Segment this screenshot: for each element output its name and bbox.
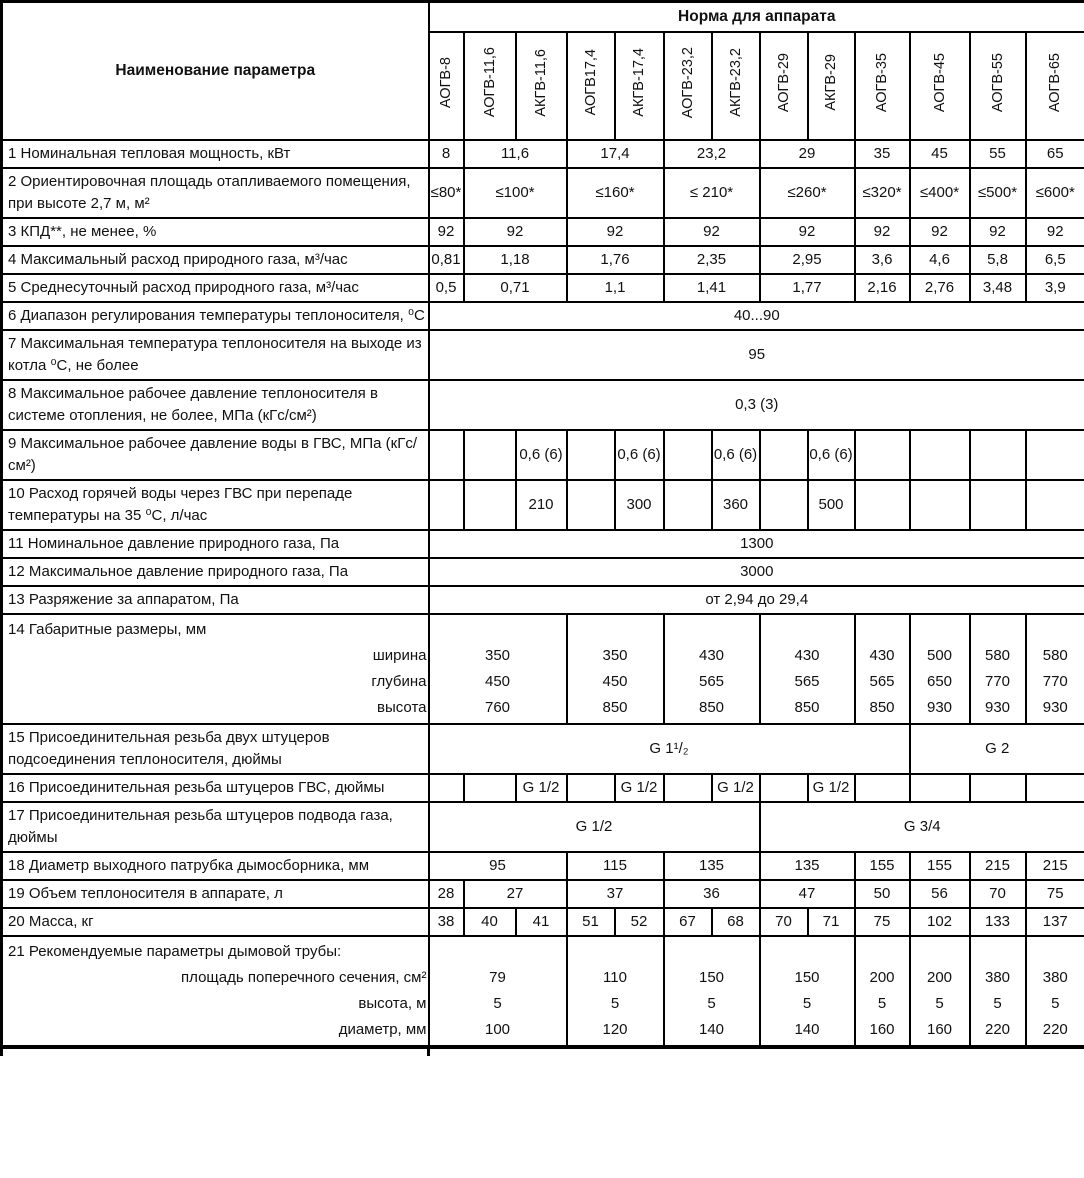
value-cell [567, 774, 615, 802]
value-cell: ≤ 210* [664, 168, 760, 218]
col-header [429, 32, 464, 140]
value-cell: G 1/2 [516, 774, 567, 802]
value-cell [910, 430, 970, 480]
value-cell: 2,76 [910, 274, 970, 302]
col-header [664, 32, 712, 140]
value-cell: 137 [1026, 908, 1084, 936]
value-cell: 2,35 [664, 246, 760, 274]
value-cell: 92 [760, 218, 855, 246]
value-cell [1026, 614, 1084, 724]
table-row [2, 852, 1084, 880]
value-cell: 3000 [429, 558, 1084, 586]
value-line: 500 [926, 647, 953, 664]
value-cell [429, 614, 567, 724]
value-line: 565 [794, 673, 820, 690]
param-label: 15 Присоединительная резьба двух штуцеров подсоединения теплоносителя, дюймы [2, 724, 429, 774]
value-cell [970, 614, 1026, 724]
value-cell [910, 480, 970, 530]
value-cell: 41 [516, 908, 567, 936]
value-line: 120 [602, 1021, 628, 1038]
value-cell: 6,5 [1026, 246, 1084, 274]
table-row [2, 802, 1084, 852]
value-cell: 0,71 [464, 274, 567, 302]
value-line: 100 [484, 1021, 511, 1038]
col-header-label: АОГВ-45 [931, 52, 948, 113]
value-line: 430 [794, 647, 820, 664]
value-cell: 92 [567, 218, 664, 246]
value-cell [910, 774, 970, 802]
value-cell: 3,6 [855, 246, 910, 274]
value-cell [567, 936, 664, 1047]
value-cell [1026, 774, 1084, 802]
value-cell: 65 [1026, 140, 1084, 168]
value-line: 140 [698, 1021, 725, 1038]
value-cell: 92 [464, 218, 567, 246]
value-cell: 95 [429, 330, 1084, 380]
value-cell: 11,6 [464, 140, 567, 168]
value-line: 5 [493, 995, 502, 1012]
value-cell [567, 480, 615, 530]
value-cell: 0,5 [429, 274, 464, 302]
column-divider [427, 1049, 430, 1056]
value-cell: 215 [1026, 852, 1084, 880]
value-cell [1026, 430, 1084, 480]
value-spacer [568, 939, 663, 965]
value-line: 450 [484, 673, 511, 690]
value-cell: 70 [970, 880, 1026, 908]
value-cell [970, 774, 1026, 802]
param-label: 8 Максимальное рабочее давление теплоносителя в системе отопления, не более, МПа (кГс/см²) [2, 380, 429, 430]
param-label: 18 Диаметр выходного патрубка дымосборника, мм [2, 852, 429, 880]
value-cell: 71 [808, 908, 855, 936]
value-cell: 92 [664, 218, 760, 246]
value-line: 350 [602, 647, 628, 664]
value-cell: 155 [855, 852, 910, 880]
value-spacer [1027, 939, 1084, 965]
value-line: 110 [603, 969, 627, 986]
value-cell: 135 [760, 852, 855, 880]
table-bottom-strip [0, 1049, 1084, 1056]
value-cell: 52 [615, 908, 664, 936]
value-cell: 95 [429, 852, 567, 880]
value-cell: 3,9 [1026, 274, 1084, 302]
value-cell: 0,6 (6) [712, 430, 760, 480]
norm-header: Норма для аппарата [429, 2, 1084, 33]
value-cell [760, 614, 855, 724]
value-cell: 133 [970, 908, 1026, 936]
param-name-header: Наименование параметра [2, 2, 429, 141]
value-cell [760, 480, 808, 530]
value-line: 200 [869, 969, 895, 986]
value-cell [464, 774, 516, 802]
value-line: 760 [484, 699, 511, 716]
table-row [2, 246, 1084, 274]
value-cell: 300 [615, 480, 664, 530]
col-header-label: АОГВ17,4 [582, 49, 599, 116]
value-line: 220 [984, 1021, 1011, 1038]
value-cell: 0,6 (6) [516, 430, 567, 480]
col-header [808, 32, 855, 140]
value-cell: 115 [567, 852, 664, 880]
value-line: 565 [698, 673, 725, 690]
value-cell: 92 [970, 218, 1026, 246]
value-cell: 1,18 [464, 246, 567, 274]
col-header [516, 32, 567, 140]
value-cell [970, 480, 1026, 530]
value-spacer [430, 939, 566, 965]
col-header [1026, 32, 1084, 140]
col-header-label: АОГВ-23,2 [679, 46, 696, 119]
value-spacer [856, 617, 909, 643]
value-line: 5 [993, 995, 1002, 1012]
value-line: 5 [877, 995, 887, 1012]
value-cell: ≤100* [464, 168, 567, 218]
col-header [567, 32, 615, 140]
value-cell: 23,2 [664, 140, 760, 168]
table-row [2, 880, 1084, 908]
value-line: 930 [984, 699, 1011, 716]
value-cell [760, 936, 855, 1047]
value-cell: ≤160* [567, 168, 664, 218]
value-cell: 2,16 [855, 274, 910, 302]
param-label: 6 Диапазон регулирования температуры теплоносителя, ⁰С [2, 302, 429, 330]
value-spacer [1027, 617, 1084, 643]
table-row [2, 380, 1084, 430]
value-line: 5 [1051, 995, 1060, 1012]
table-row [2, 530, 1084, 558]
value-cell: ≤320* [855, 168, 910, 218]
param-label: 12 Максимальное давление природного газа, Па [2, 558, 429, 586]
value-cell [567, 614, 664, 724]
param-sublabel: высота, м [358, 995, 427, 1012]
value-cell: 3,48 [970, 274, 1026, 302]
value-cell [464, 480, 516, 530]
value-cell: 8 [429, 140, 464, 168]
value-line: 5 [707, 995, 716, 1012]
value-cell: 1300 [429, 530, 1084, 558]
value-cell [910, 614, 970, 724]
value-cell: ≤260* [760, 168, 855, 218]
value-line: 770 [1042, 673, 1068, 690]
value-cell: ≤600* [1026, 168, 1084, 218]
value-cell: 210 [516, 480, 567, 530]
param-label: 9 Максимальное рабочее давление воды в ГВС, МПа (кГс/см²) [2, 430, 429, 480]
col-header [712, 32, 760, 140]
value-line: 220 [1042, 1021, 1068, 1038]
value-spacer [761, 617, 854, 643]
col-header [760, 32, 808, 140]
value-cell: 155 [910, 852, 970, 880]
value-line: 380 [984, 969, 1011, 986]
value-cell: 0,6 (6) [808, 430, 855, 480]
value-line: 930 [1042, 699, 1068, 716]
col-header-label: АКГВ-23,2 [727, 48, 744, 117]
value-cell: 29 [760, 140, 855, 168]
value-cell [464, 430, 516, 480]
value-line: 650 [926, 673, 953, 690]
value-cell: 102 [910, 908, 970, 936]
value-cell: 56 [910, 880, 970, 908]
value-cell: 92 [855, 218, 910, 246]
value-cell [1026, 936, 1084, 1047]
value-cell: 75 [1026, 880, 1084, 908]
col-header-label: АКГВ-29 [823, 54, 839, 111]
value-line: 200 [926, 969, 953, 986]
value-cell: 1,76 [567, 246, 664, 274]
value-cell [760, 774, 808, 802]
table-row [2, 774, 1084, 802]
col-header-label: АОГВ-65 [1047, 52, 1064, 113]
value-cell: ≤400* [910, 168, 970, 218]
value-cell: 37 [567, 880, 664, 908]
value-cell: 40...90 [429, 302, 1084, 330]
value-spacer [971, 939, 1025, 965]
value-cell: 27 [464, 880, 567, 908]
value-line: 450 [602, 673, 628, 690]
value-cell: G 1/2 [712, 774, 760, 802]
param-label-title: 14 Габаритные размеры, мм [8, 621, 207, 638]
param-label [2, 614, 429, 724]
value-cell: G 1/2 [615, 774, 664, 802]
col-header-label: АОГВ-11,6 [481, 47, 498, 118]
value-cell: 5,8 [970, 246, 1026, 274]
param-label-title: 21 Рекомендуемые параметры дымовой трубы: [8, 943, 342, 960]
value-cell [664, 480, 712, 530]
value-cell [760, 430, 808, 480]
value-cell: G 1/2 [429, 802, 760, 852]
value-cell [970, 430, 1026, 480]
value-cell [664, 936, 760, 1047]
value-cell: G 3/4 [760, 802, 1084, 852]
value-line: 850 [698, 699, 725, 716]
col-header [615, 32, 664, 140]
value-cell: 50 [855, 880, 910, 908]
value-cell: 1,41 [664, 274, 760, 302]
value-cell: G 1¹/₂ [429, 724, 910, 774]
table-row [2, 724, 1084, 774]
value-cell [664, 774, 712, 802]
value-cell: 92 [1026, 218, 1084, 246]
value-cell: 47 [760, 880, 855, 908]
param-sublabel: глубина [371, 673, 427, 690]
value-line: 565 [869, 673, 895, 690]
value-cell: 55 [970, 140, 1026, 168]
value-cell: 40 [464, 908, 516, 936]
value-cell: 215 [970, 852, 1026, 880]
value-cell: 68 [712, 908, 760, 936]
col-header [970, 32, 1026, 140]
value-cell: 17,4 [567, 140, 664, 168]
value-line: 770 [984, 673, 1011, 690]
value-spacer [911, 617, 969, 643]
value-line: 350 [484, 647, 511, 664]
value-cell: 2,95 [760, 246, 855, 274]
param-label: 11 Номинальное давление природного газа, Па [2, 530, 429, 558]
param-label: 16 Присоединительная резьба штуцеров ГВС, дюймы [2, 774, 429, 802]
value-spacer [761, 939, 854, 965]
table-row [2, 936, 1084, 1047]
col-header-label: АОГВ-35 [874, 52, 890, 113]
value-line: 150 [698, 969, 725, 986]
value-line: 430 [698, 647, 725, 664]
value-spacer [971, 617, 1025, 643]
value-cell: 45 [910, 140, 970, 168]
value-line: 5 [610, 995, 620, 1012]
value-cell: 0,81 [429, 246, 464, 274]
value-cell: 1,77 [760, 274, 855, 302]
param-label: 10 Расход горячей воды через ГВС при перепаде температуры на 35 ⁰С, л/час [2, 480, 429, 530]
value-spacer [665, 617, 759, 643]
value-line: 5 [935, 995, 944, 1012]
value-cell: 1,1 [567, 274, 664, 302]
value-cell: 135 [664, 852, 760, 880]
param-label: 4 Максимальный расход природного газа, м³/час [2, 246, 429, 274]
value-cell [910, 936, 970, 1047]
value-cell [429, 936, 567, 1047]
value-cell: от 2,94 до 29,4 [429, 586, 1084, 614]
value-cell [429, 430, 464, 480]
value-line: 5 [802, 995, 812, 1012]
col-header [855, 32, 910, 140]
param-sublabel: площадь поперечного сечения, см² [181, 969, 427, 986]
col-header-label: АОГВ-29 [775, 52, 792, 113]
value-line: 150 [794, 969, 820, 986]
param-label: 17 Присоединительная резьба штуцеров подвода газа, дюймы [2, 802, 429, 852]
param-sublabel: диаметр, мм [338, 1021, 427, 1038]
value-line: 580 [984, 647, 1011, 664]
value-cell: G 1/2 [808, 774, 855, 802]
value-cell: 360 [712, 480, 760, 530]
header-row-top [2, 2, 1084, 33]
value-cell [429, 774, 464, 802]
value-spacer [856, 939, 909, 965]
value-line: 380 [1042, 969, 1068, 986]
value-cell [1026, 480, 1084, 530]
col-header [464, 32, 516, 140]
table-row [2, 558, 1084, 586]
value-cell: 92 [910, 218, 970, 246]
param-label: 7 Максимальная температура теплоносителя на выходе из котла ⁰С, не более [2, 330, 429, 380]
value-cell [855, 936, 910, 1047]
value-spacer [568, 617, 663, 643]
value-cell: ≤500* [970, 168, 1026, 218]
value-cell [664, 614, 760, 724]
param-label: 5 Среднесуточный расход природного газа, м³/час [2, 274, 429, 302]
value-cell: 75 [855, 908, 910, 936]
param-sublabel: ширина [372, 647, 427, 664]
param-label: 2 Ориентировочная площадь отапливаемого помещения, при высоте 2,7 м, м² [2, 168, 429, 218]
value-cell: 4,6 [910, 246, 970, 274]
table-row [2, 586, 1084, 614]
value-cell [970, 936, 1026, 1047]
value-line: 930 [926, 699, 953, 716]
param-label: 20 Масса, кг [2, 908, 429, 936]
value-spacer [665, 939, 759, 965]
table-row [2, 430, 1084, 480]
value-cell [855, 430, 910, 480]
param-label: 19 Объем теплоносителя в аппарате, л [2, 880, 429, 908]
value-cell [664, 430, 712, 480]
col-header-label: АОГВ-55 [989, 52, 1006, 113]
param-sublabel: высота [377, 699, 427, 716]
param-label: 1 Номинальная тепловая мощность, кВт [2, 140, 429, 168]
col-header-label: АОГВ-8 [438, 56, 454, 109]
table-row [2, 274, 1084, 302]
table-row [2, 168, 1084, 218]
value-cell: ≤80* [429, 168, 464, 218]
table-row [2, 302, 1084, 330]
table-row [2, 480, 1084, 530]
value-cell: 500 [808, 480, 855, 530]
col-header-label: АКГВ-11,6 [533, 48, 549, 117]
value-line: 140 [794, 1021, 820, 1038]
table-row [2, 140, 1084, 168]
col-header-label: АКГВ-17,4 [631, 48, 647, 117]
param-label: 13 Разряжение за аппаратом, Па [2, 586, 429, 614]
value-cell: 38 [429, 908, 464, 936]
value-cell [429, 480, 464, 530]
value-line: 850 [869, 699, 895, 716]
value-line: 850 [794, 699, 820, 716]
value-cell [567, 430, 615, 480]
col-header [910, 32, 970, 140]
table-row [2, 614, 1084, 724]
value-cell: 70 [760, 908, 808, 936]
value-cell: 36 [664, 880, 760, 908]
value-cell: 51 [567, 908, 615, 936]
value-line: 160 [869, 1021, 895, 1038]
value-line: 580 [1042, 647, 1068, 664]
table-row [2, 218, 1084, 246]
value-cell: G 2 [910, 724, 1084, 774]
value-cell: 67 [664, 908, 712, 936]
value-cell: 28 [429, 880, 464, 908]
table-row [2, 330, 1084, 380]
table-row [2, 908, 1084, 936]
param-label: 3 КПД**, не менее, % [2, 218, 429, 246]
value-line: 160 [926, 1021, 953, 1038]
param-label [2, 936, 429, 1047]
value-cell: 35 [855, 140, 910, 168]
value-line: 850 [602, 699, 628, 716]
value-cell: 92 [429, 218, 464, 246]
value-cell: 0,3 (3) [429, 380, 1084, 430]
value-cell [855, 774, 910, 802]
value-spacer [911, 939, 969, 965]
value-cell: 0,6 (6) [615, 430, 664, 480]
value-cell [855, 480, 910, 530]
value-line: 79 [489, 969, 506, 986]
value-spacer [430, 617, 566, 643]
value-cell [855, 614, 910, 724]
value-line: 430 [869, 647, 895, 664]
